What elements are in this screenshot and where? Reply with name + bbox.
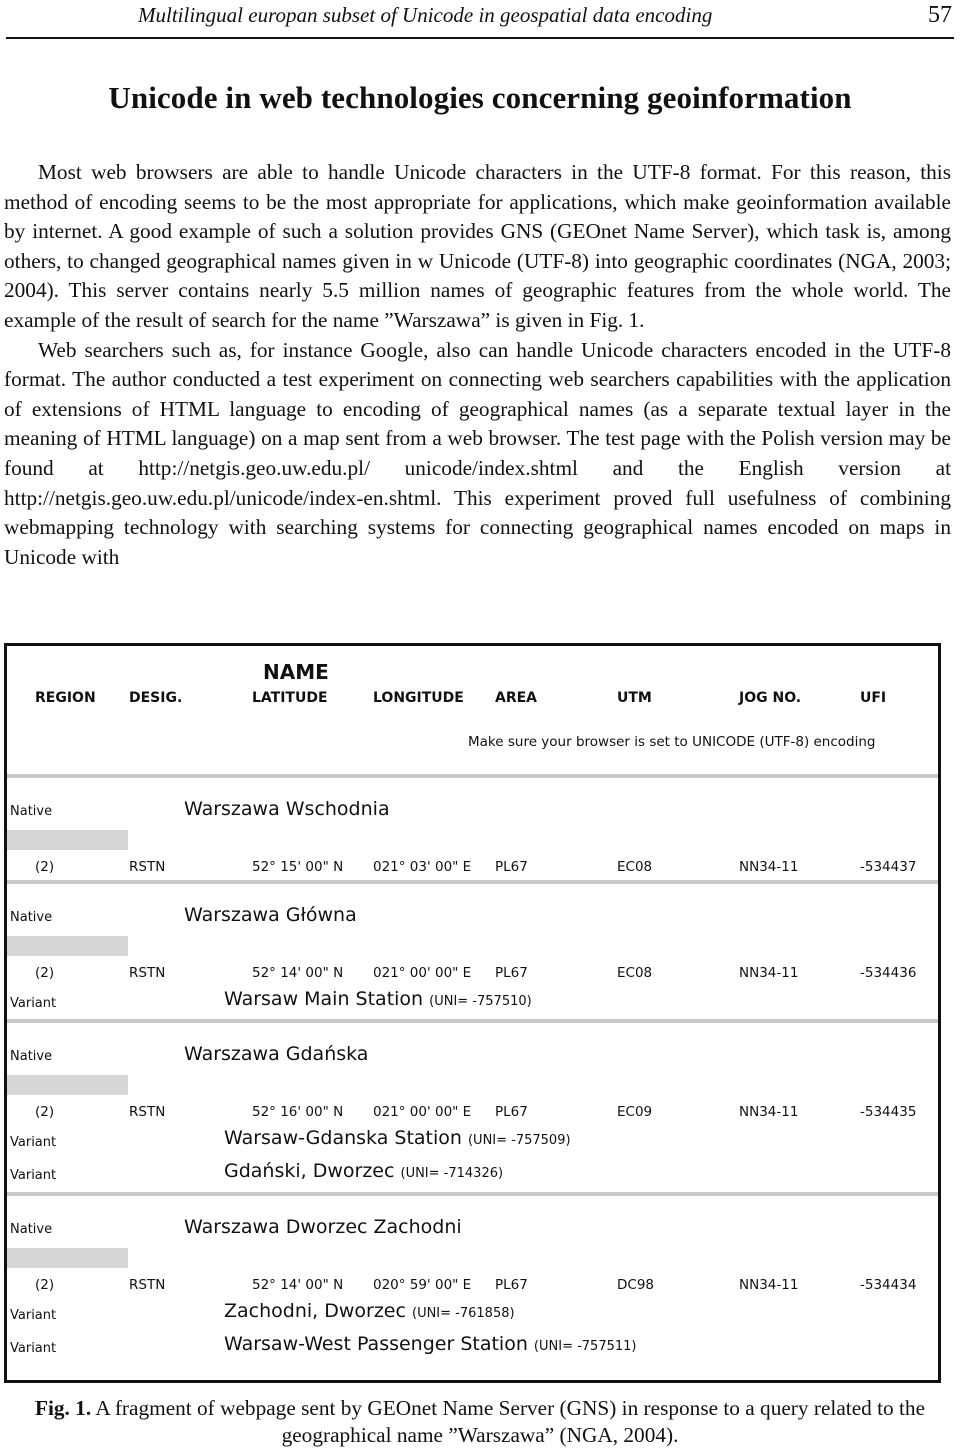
variant-label: Variant <box>10 1135 57 1150</box>
column-header-region: REGION <box>35 690 96 706</box>
page-number: 57 <box>928 2 952 28</box>
cell-ufi: -534436 <box>860 965 917 981</box>
encoding-note: Make sure your browser is set to UNICODE (UTF-8) encoding <box>468 734 876 750</box>
running-head <box>0 0 960 40</box>
paragraph: Most web browsers are able to handle Unicode characters in the UTF-8 format. For this reason, this method of encoding seems to be the most appropriate for applications, which make geoinformation available by internet. A good example of such a solution provides GNS (GEOnet Name Server), which task is, among others, to changed geographical names given in w Unicode (UTF-8) into geographic coordinates (NGA, 2003; 2004). This server contains nearly 5.5 million names of geographic features from the whole world. The example of the result of search for the name ”Warszawa” is given in Fig. 1. <box>4 160 951 332</box>
gray-stub <box>7 1248 128 1268</box>
variant-name-text: Warsaw-Gdanska Station <box>224 1127 462 1149</box>
variant-name <box>224 1300 515 1322</box>
variant-uni-id: (UNI= -757510) <box>429 994 532 1009</box>
cell-longitude: 021° 00' 00" E <box>373 1104 472 1120</box>
body-text <box>4 158 951 602</box>
cell-ufi: -534435 <box>860 1104 917 1120</box>
cell-utm: DC98 <box>617 1277 654 1293</box>
variant-label: Variant <box>10 1341 57 1356</box>
cell-latitude: 52° 15' 00" N <box>252 859 344 875</box>
variant-label: Variant <box>10 996 57 1011</box>
variant-name-text: Warsaw-West Passenger Station <box>224 1333 528 1355</box>
native-name: Warszawa Wschodnia <box>184 798 390 820</box>
native-label: Native <box>10 804 53 819</box>
entry-separator <box>7 1019 938 1023</box>
column-header-area: AREA <box>495 690 538 706</box>
caption-label: Fig. 1. <box>34 1396 92 1420</box>
variant-uni-id: (UNI= -757509) <box>467 1133 571 1148</box>
column-header-ufi: UFI <box>860 690 887 706</box>
gray-stub <box>7 1075 128 1095</box>
gray-stub <box>7 830 128 850</box>
entry-separator <box>7 1192 938 1196</box>
variant-label: Variant <box>10 1168 57 1183</box>
variant-name <box>224 1127 571 1149</box>
cell-utm: EC08 <box>617 859 653 875</box>
cell-region: (2) <box>35 859 55 875</box>
variant-uni-id: (UNI= -714326) <box>400 1166 504 1181</box>
column-header-desig: DESIG. <box>129 690 183 706</box>
figure-gns-screenshot <box>4 643 941 1383</box>
cell-ufi: -534437 <box>860 859 917 875</box>
cell-latitude: 52° 14' 00" N <box>252 965 344 981</box>
caption-text: A fragment of webpage sent by GEOnet Name Server (GNS) in response to a query related to the geographical name ”Warszawa” (NGA, 2004). <box>95 1396 926 1447</box>
cell-latitude: 52° 16' 00" N <box>252 1104 344 1120</box>
entry-separator <box>7 880 938 884</box>
cell-jog-no: NN34-11 <box>739 859 799 875</box>
cell-jog-no: NN34-11 <box>739 965 799 981</box>
variant-name-text: Warsaw Main Station <box>224 988 424 1010</box>
column-header-latitude: LATITUDE <box>252 690 328 706</box>
gray-stub <box>7 936 128 956</box>
cell-area: PL67 <box>495 1277 528 1293</box>
native-label: Native <box>10 910 53 925</box>
cell-latitude: 52° 14' 00" N <box>252 1277 344 1293</box>
variant-name <box>224 988 532 1010</box>
cell-region: (2) <box>35 1104 55 1120</box>
cell-desig: RSTN <box>129 859 166 875</box>
variant-name <box>224 1160 503 1182</box>
cell-area: PL67 <box>495 965 528 981</box>
cell-longitude: 021° 00' 00" E <box>373 965 472 981</box>
native-name: Warszawa Gdańska <box>184 1043 369 1065</box>
figure-caption <box>0 1395 960 1449</box>
cell-longitude: 021° 03' 00" E <box>373 859 472 875</box>
variant-uni-id: (UNI= -757511) <box>533 1339 637 1354</box>
cell-desig: RSTN <box>129 965 166 981</box>
cell-jog-no: NN34-11 <box>739 1104 799 1120</box>
cell-longitude: 020° 59' 00" E <box>373 1277 472 1293</box>
cell-jog-no: NN34-11 <box>739 1277 799 1293</box>
cell-utm: EC09 <box>617 1104 653 1120</box>
variant-name-text: Zachodni, Dworzec <box>224 1300 406 1322</box>
column-header-utm: UTM <box>617 690 652 706</box>
cell-area: PL67 <box>495 1104 528 1120</box>
entry-separator <box>7 774 938 778</box>
cell-desig: RSTN <box>129 1277 166 1293</box>
native-name: Warszawa Dworzec Zachodni <box>184 1216 462 1238</box>
cell-area: PL67 <box>495 859 528 875</box>
cell-utm: EC08 <box>617 965 653 981</box>
native-label: Native <box>10 1222 53 1237</box>
section-heading: Unicode in web technologies concerning geoinformation <box>108 80 852 115</box>
cell-region: (2) <box>35 1277 55 1293</box>
native-label: Native <box>10 1049 53 1064</box>
variant-name-text: Gdański, Dworzec <box>224 1160 395 1182</box>
column-header-jog-no: JOG NO. <box>739 690 802 706</box>
native-name: Warszawa Główna <box>184 904 357 926</box>
running-title: Multilingual europan subset of Unicode in geospatial data encoding <box>138 3 713 27</box>
column-header-longitude: LONGITUDE <box>373 690 464 706</box>
paragraph: Web searchers such as, for instance Google, also can handle Unicode characters encoded in the UTF-8 format. The author conducted a test experiment on connecting web searchers capabilities with the application of extensions of HTML language to encoding of geographical names (as a separate textual layer in the meaning of HTML language) on a map sent from a web browser. The test page with the Polish version may be found at http://netgis.geo.uw.edu.pl/ unicode/index.shtml and the English version at http://netgis.geo.uw.edu.pl/unicode/index-en.shtml. This experiment proved full usefulness of combining webmapping technology with searching systems for connecting geographical names encoded on maps in Unicode with <box>4 337 951 569</box>
cell-ufi: -534434 <box>860 1277 917 1293</box>
header-rule <box>6 37 954 39</box>
variant-uni-id: (UNI= -761858) <box>412 1306 515 1321</box>
body-text-clip <box>4 158 951 602</box>
variant-name <box>224 1333 636 1355</box>
cell-desig: RSTN <box>129 1104 166 1120</box>
name-column-header: NAME <box>263 660 329 684</box>
cell-region: (2) <box>35 965 55 981</box>
variant-label: Variant <box>10 1308 57 1323</box>
